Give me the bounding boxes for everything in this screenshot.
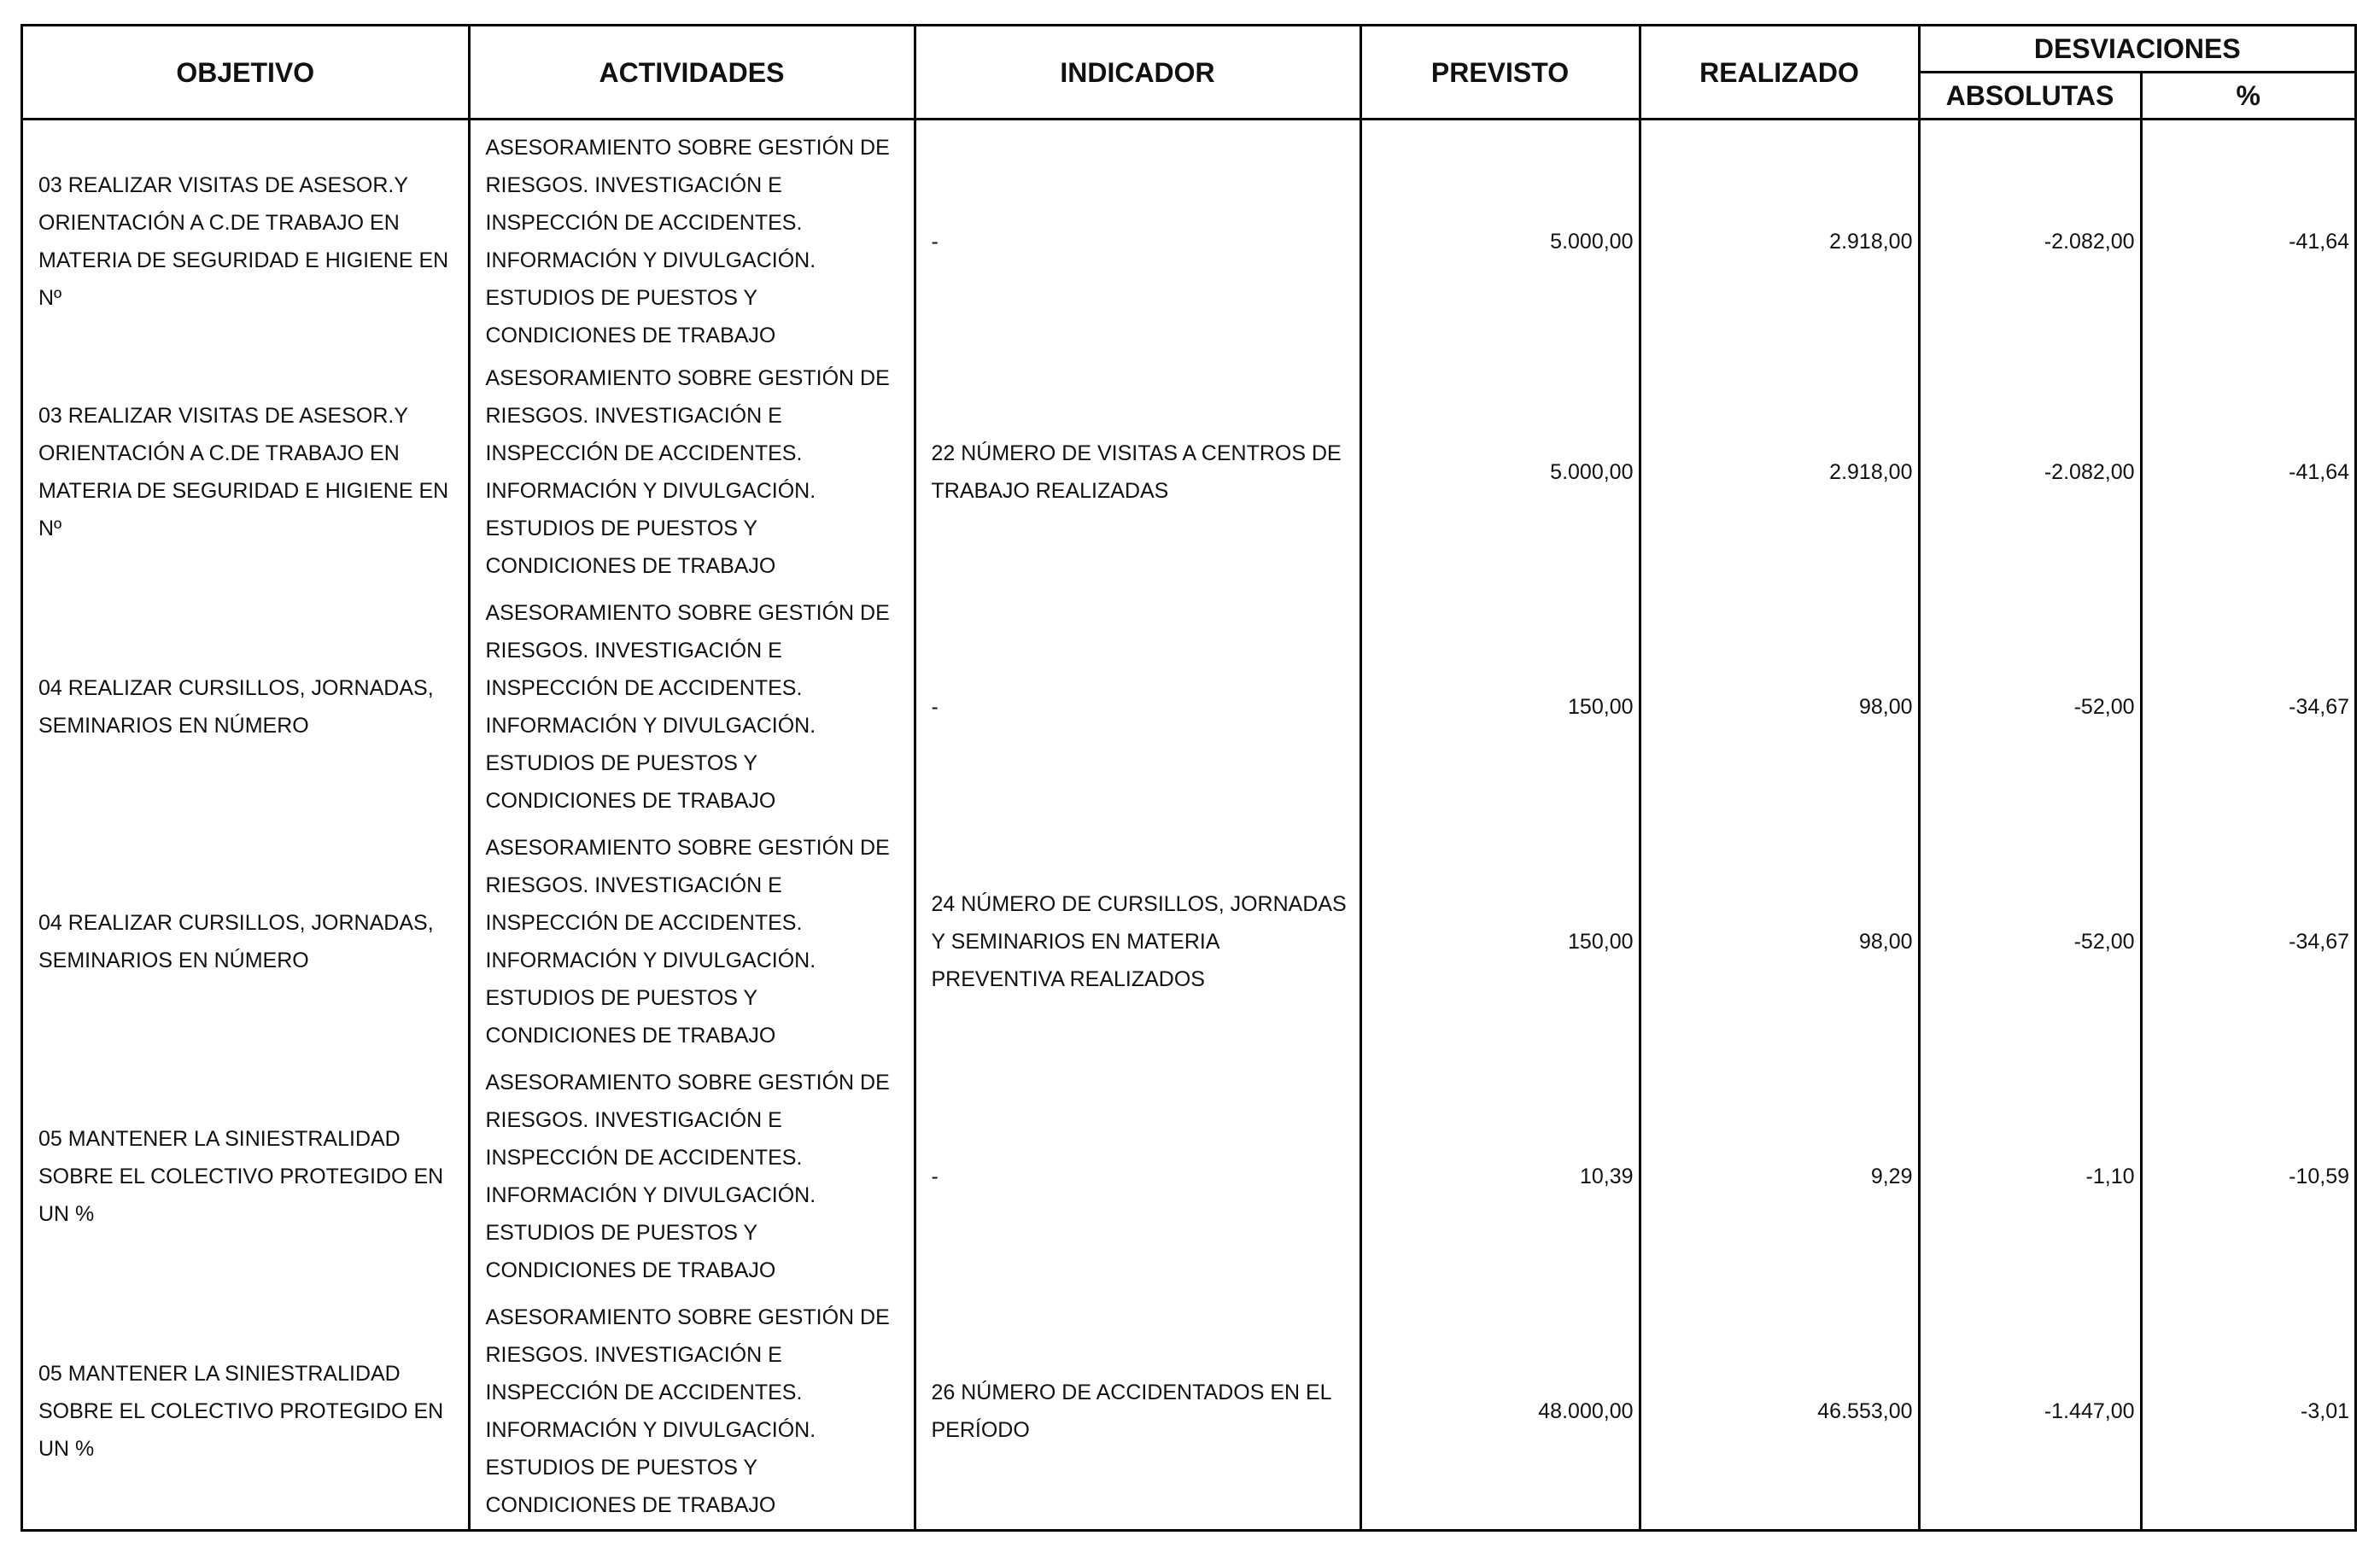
cell-porcentaje: [2141, 1060, 2354, 1294]
cell-realizado: [1640, 590, 1919, 825]
cell-previsto-text: 48.000,00: [1538, 1399, 1634, 1424]
cell-realizado: [1640, 355, 1919, 590]
cell-porcentaje: [2141, 825, 2354, 1060]
cell-porcentaje: [2141, 120, 2354, 356]
cell-actividades-text: ASESORAMIENTO SOBRE GESTIÓN DE RIESGOS. INVESTIGACIÓN E INSPECCIÓN DE ACCIDENTES. INFORMACIÓN Y DIVULGACIÓN. ESTUDIOS DE PUESTOS Y CONDICIONES DE TRABAJO: [485, 836, 890, 1048]
cell-indicador: [915, 355, 1360, 590]
header-realizado: REALIZADO: [1640, 26, 1919, 120]
header-porcentaje: %: [2141, 73, 2354, 120]
cell-absolutas: [1919, 1294, 2141, 1529]
header-absolutas: ABSOLUTAS: [1919, 73, 2141, 120]
cell-porcentaje-text: -41,64: [2289, 229, 2350, 254]
cell-objetivo: [23, 590, 469, 825]
cell-porcentaje: [2141, 1294, 2354, 1529]
cell-porcentaje: [2141, 590, 2354, 825]
header-actividades: ACTIVIDADES: [469, 26, 915, 120]
cell-absolutas: [1919, 1060, 2141, 1294]
cell-porcentaje: [2141, 355, 2354, 590]
cell-realizado-text: 2.918,00: [1829, 460, 1913, 485]
cell-objetivo: [23, 120, 469, 356]
cell-actividades-text: ASESORAMIENTO SOBRE GESTIÓN DE RIESGOS. INVESTIGACIÓN E INSPECCIÓN DE ACCIDENTES. INFORMACIÓN Y DIVULGACIÓN. ESTUDIOS DE PUESTOS Y CONDICIONES DE TRABAJO: [485, 135, 890, 347]
header-objetivo: OBJETIVO: [23, 26, 469, 120]
cell-actividades-text: ASESORAMIENTO SOBRE GESTIÓN DE RIESGOS. INVESTIGACIÓN E INSPECCIÓN DE ACCIDENTES. INFORMACIÓN Y DIVULGACIÓN. ESTUDIOS DE PUESTOS Y CONDICIONES DE TRABAJO: [485, 366, 890, 579]
cell-realizado: [1640, 1060, 1919, 1294]
cell-indicador-text: -: [931, 229, 939, 254]
table-row: [23, 355, 2354, 590]
cell-indicador: [915, 1060, 1360, 1294]
cell-indicador: [915, 590, 1360, 825]
cell-actividades: [469, 590, 915, 825]
cell-previsto-text: 10,39: [1579, 1165, 1634, 1189]
objectives-table: [23, 26, 2354, 1529]
cell-indicador-text: 24 NÚMERO DE CURSILLOS, JORNADAS Y SEMINARIOS EN MATERIA PREVENTIVA REALIZADOS: [931, 892, 1347, 992]
table-body: [23, 120, 2354, 1530]
cell-porcentaje-text: -3,01: [2301, 1399, 2350, 1424]
cell-actividades-text: ASESORAMIENTO SOBRE GESTIÓN DE RIESGOS. INVESTIGACIÓN E INSPECCIÓN DE ACCIDENTES. INFORMACIÓN Y DIVULGACIÓN. ESTUDIOS DE PUESTOS Y CONDICIONES DE TRABAJO: [485, 1305, 890, 1518]
cell-absolutas: [1919, 355, 2141, 590]
cell-previsto: [1360, 590, 1640, 825]
cell-indicador: [915, 1294, 1360, 1529]
cell-realizado-text: 98,00: [1858, 695, 1913, 720]
cell-objetivo: [23, 1060, 469, 1294]
cell-previsto-text: 5.000,00: [1550, 460, 1634, 485]
table-row: [23, 120, 2354, 356]
cell-realizado-text: 2.918,00: [1829, 229, 1913, 254]
table-row: [23, 1060, 2354, 1294]
cell-absolutas-text: -52,00: [2073, 695, 2135, 720]
cell-realizado: [1640, 120, 1919, 356]
cell-absolutas: [1919, 590, 2141, 825]
cell-objetivo-text: 04 REALIZAR CURSILLOS, JORNADAS, SEMINARIOS EN NÚMERO: [38, 676, 434, 739]
cell-absolutas-text: -1,10: [2085, 1165, 2135, 1189]
cell-actividades: [469, 120, 915, 356]
table-row: [23, 825, 2354, 1060]
cell-actividades-text: ASESORAMIENTO SOBRE GESTIÓN DE RIESGOS. INVESTIGACIÓN E INSPECCIÓN DE ACCIDENTES. INFORMACIÓN Y DIVULGACIÓN. ESTUDIOS DE PUESTOS Y CONDICIONES DE TRABAJO: [485, 1071, 890, 1283]
cell-indicador-text: -: [931, 695, 939, 720]
cell-actividades: [469, 1060, 915, 1294]
cell-absolutas-text: -2.082,00: [2044, 229, 2135, 254]
report-table-frame: [20, 24, 2357, 1532]
cell-porcentaje-text: -10,59: [2289, 1165, 2350, 1189]
header-indicador: INDICADOR: [915, 26, 1360, 120]
cell-previsto-text: 150,00: [1568, 695, 1634, 720]
table-row: [23, 590, 2354, 825]
cell-previsto: [1360, 1060, 1640, 1294]
cell-absolutas: [1919, 825, 2141, 1060]
cell-objetivo: [23, 355, 469, 590]
cell-indicador-text: 26 NÚMERO DE ACCIDENTADOS EN EL PERÍODO: [931, 1381, 1332, 1443]
cell-actividades-text: ASESORAMIENTO SOBRE GESTIÓN DE RIESGOS. INVESTIGACIÓN E INSPECCIÓN DE ACCIDENTES. INFORMACIÓN Y DIVULGACIÓN. ESTUDIOS DE PUESTOS Y CONDICIONES DE TRABAJO: [485, 601, 890, 814]
cell-objetivo-text: 05 MANTENER LA SINIESTRALIDAD SOBRE EL COLECTIVO PROTEGIDO EN UN %: [38, 1362, 444, 1462]
cell-objetivo: [23, 1294, 469, 1529]
cell-porcentaje-text: -41,64: [2289, 460, 2350, 485]
table-header: [23, 26, 2354, 120]
cell-absolutas-text: -2.082,00: [2044, 460, 2135, 485]
cell-realizado: [1640, 1294, 1919, 1529]
cell-previsto-text: 5.000,00: [1550, 229, 1634, 254]
cell-indicador-text: 22 NÚMERO DE VISITAS A CENTROS DE TRABAJO REALIZADAS: [931, 441, 1342, 504]
cell-objetivo-text: 03 REALIZAR VISITAS DE ASESOR.Y ORIENTACIÓN A C.DE TRABAJO EN MATERIA DE SEGURIDAD E HIGIENE EN Nº: [38, 404, 449, 541]
table-row: [23, 1294, 2354, 1529]
cell-realizado-text: 9,29: [1870, 1165, 1913, 1189]
cell-absolutas-text: -52,00: [2073, 930, 2135, 955]
cell-realizado-text: 98,00: [1858, 930, 1913, 955]
cell-previsto: [1360, 825, 1640, 1060]
cell-actividades: [469, 825, 915, 1060]
cell-objetivo-text: 05 MANTENER LA SINIESTRALIDAD SOBRE EL COLECTIVO PROTEGIDO EN UN %: [38, 1127, 444, 1227]
cell-porcentaje-text: -34,67: [2289, 695, 2350, 720]
cell-realizado-text: 46.553,00: [1817, 1399, 1913, 1424]
cell-objetivo-text: 04 REALIZAR CURSILLOS, JORNADAS, SEMINARIOS EN NÚMERO: [38, 911, 434, 973]
cell-indicador-text: -: [931, 1165, 939, 1189]
cell-previsto: [1360, 355, 1640, 590]
cell-previsto: [1360, 120, 1640, 356]
cell-objetivo: [23, 825, 469, 1060]
cell-indicador: [915, 120, 1360, 356]
cell-porcentaje-text: -34,67: [2289, 930, 2350, 955]
cell-absolutas: [1919, 120, 2141, 356]
cell-objetivo-text: 03 REALIZAR VISITAS DE ASESOR.Y ORIENTACIÓN A C.DE TRABAJO EN MATERIA DE SEGURIDAD E HIGIENE EN Nº: [38, 172, 449, 310]
header-previsto: PREVISTO: [1360, 26, 1640, 120]
cell-previsto: [1360, 1294, 1640, 1529]
cell-realizado: [1640, 825, 1919, 1060]
cell-indicador: [915, 825, 1360, 1060]
cell-absolutas-text: -1.447,00: [2044, 1399, 2135, 1424]
header-desviaciones: DESVIACIONES: [1919, 26, 2354, 73]
cell-actividades: [469, 1294, 915, 1529]
cell-previsto-text: 150,00: [1568, 930, 1634, 955]
cell-actividades: [469, 355, 915, 590]
